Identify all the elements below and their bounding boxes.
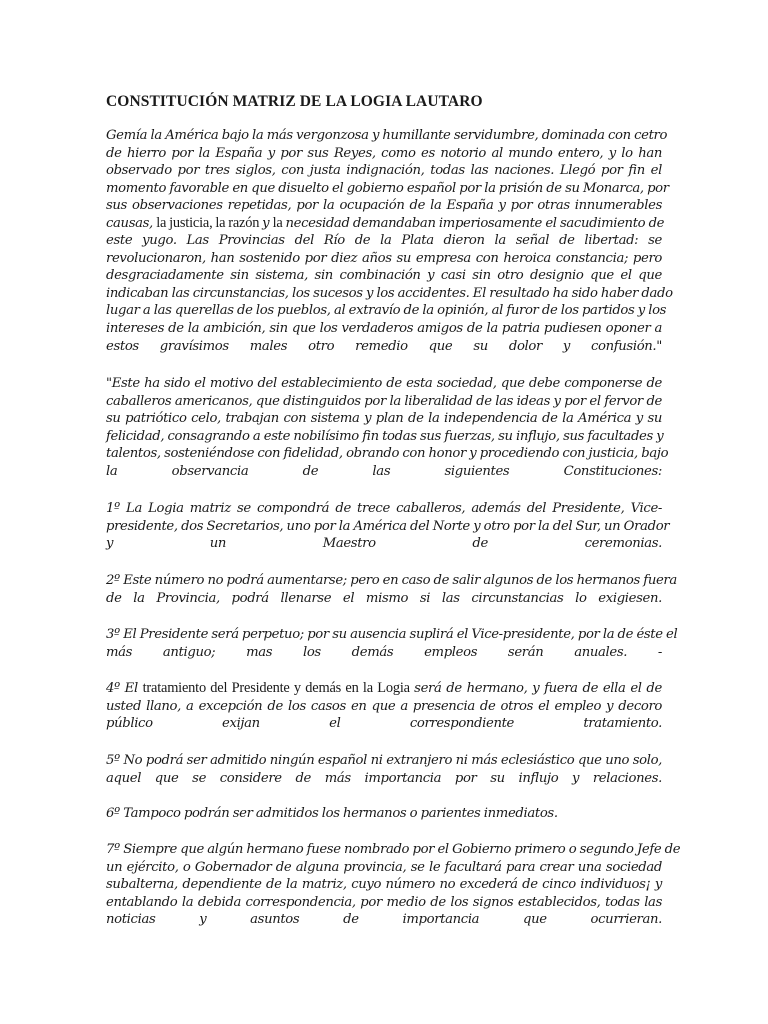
paragraph-line: la observancia de las siguientes Constituciones: [106, 463, 662, 479]
paragraph-line: desgraciadamente sin sistema, sin combinación y casi sin otro designio que el que [106, 268, 662, 284]
paragraph-line: caballeros americanos, que distinguidos por la liberalidad de las ideas y por el fervor de [106, 393, 662, 409]
paragraph-line: 1º La Logia matriz se compondrá de trece caballeros, además del Presidente, Vice- [106, 501, 662, 516]
paragraph-line: indicaban las circunstancias, los sucesos y los accidentes. El resultado ha sido haber dado [106, 285, 673, 301]
paragraph-line: de hierro por la España y por sus Reyes, como es notorio al mundo entero, y lo han [106, 145, 662, 161]
paragraph-line: revolucionaron, han sostenido por diez años su empresa con heroica constancia; pero [106, 250, 662, 266]
paragraph-line: entablando la debida correspondencia, por medio de los signos establecidos, todas las [106, 894, 662, 910]
paragraph-line: Gemía la América bajo la más vergonzosa y humillante servidumbre, dominada con cetro [106, 128, 668, 143]
paragraph [106, 127, 673, 355]
paragraph-line: 2º Este número no podrá aumentarse; pero en caso de salir algunos de los hermanos fuera [106, 573, 677, 588]
paragraph-line: presidente, dos Secretarios, uno por la América del Norte y otro por la del Sur, un Orador [106, 518, 670, 534]
paragraph [106, 841, 681, 929]
paragraph-line: su patriótico celo, trabajan con sistema y plan de la independencia de la América y su [106, 411, 662, 427]
paragraph [106, 752, 662, 787]
paragraph-line: público exijan el correspondiente tratamiento. [106, 716, 662, 732]
paragraph [106, 805, 662, 823]
paragraph-line: 5º No podrá ser admitido ningún español ni extranjero ni más eclesiástico que uno solo, [106, 753, 662, 768]
paragraph-line: de la Provincia, podrá llenarse el mismo si las circunstancias lo exigiesen. [106, 590, 662, 606]
paragraph-line: 7º Siempre que algún hermano fuese nombrado por el Gobierno primero o segundo Jefe de [106, 842, 681, 857]
paragraph-line: talentos, sosteniéndose con fidelidad, obrando con honor y procediendo con justicia, bajo [106, 446, 669, 462]
paragraph-line: momento favorable en que disuelto el gobierno español por la prisión de su Monarca, por [106, 180, 669, 196]
paragraph-line: intereses de la ambición, sin que los verdaderos amigos de la patria pudiesen oponer a [106, 321, 662, 337]
paragraph-line: lugar a las querellas de los pueblos, al extravío de la opinión, al furor de los partidos y los [106, 303, 667, 319]
paragraph-line: este yugo. Las Provincias del Río de la Plata dieron la señal de libertad: se [106, 233, 662, 249]
paragraph [106, 626, 678, 661]
paragraph-line: un ejército, o Gobernador de alguna provincia, se le facultará para crear una sociedad [106, 859, 662, 875]
paragraph [106, 680, 662, 733]
paragraph-line: felicidad, consagrando a este nobilísimo fin todas sus fuerzas, su influjo, sus facultades y [106, 428, 664, 444]
paragraph-line: usted llano, a excepción de los casos en que a presencia de otros el empleo y decoro [106, 698, 662, 714]
paragraph [106, 375, 669, 480]
paragraph-line: noticias y asuntos de importancia que ocurrieran. [106, 912, 662, 928]
paragraph-line: 4º El tratamiento del Presidente y demás en la Logia será de hermano, y fuera de ella el de [106, 680, 662, 696]
paragraph-line: subalterna, dependiente de la matriz, cuyo número no excederá de cinco individuos¡ y [106, 877, 662, 893]
document-title: CONSTITUCIÓN MATRIZ DE LA LOGIA LAUTARO [106, 93, 483, 110]
paragraph-line: "Este ha sido el motivo del establecimiento de esta sociedad, que debe componerse de [106, 376, 662, 391]
paragraph-line: 3º El Presidente será perpetuo; por su ausencia suplirá el Vice-presidente, por la de éste el [106, 627, 678, 642]
paragraph [106, 500, 670, 553]
paragraph [106, 572, 677, 607]
paragraph-line: y un Maestro de ceremonias. [106, 536, 662, 552]
paragraph-line: observado por tres siglos, con justa indignación, todas las naciones. Llegó por fin el [106, 163, 662, 179]
paragraph-line: causas, la justicia, la razón y la necesidad demandaban imperiosamente el sacudimiento de [106, 214, 665, 231]
paragraph-line: estos gravísimos males otro remedio que su dolor y confusión." [106, 338, 662, 354]
paragraph-line: más antiguo; mas los demás empleos serán anuales. - [106, 644, 662, 660]
paragraph-line: sus observaciones repetidas, por la ocupación de la España y por otras innumerables [106, 198, 662, 214]
paragraph-line: aquel que se considere de más importancia por su influjo y relaciones. [106, 770, 662, 786]
paragraph-line: 6º Tampoco podrán ser admitidos los hermanos o parientes inmediatos. [106, 806, 558, 821]
